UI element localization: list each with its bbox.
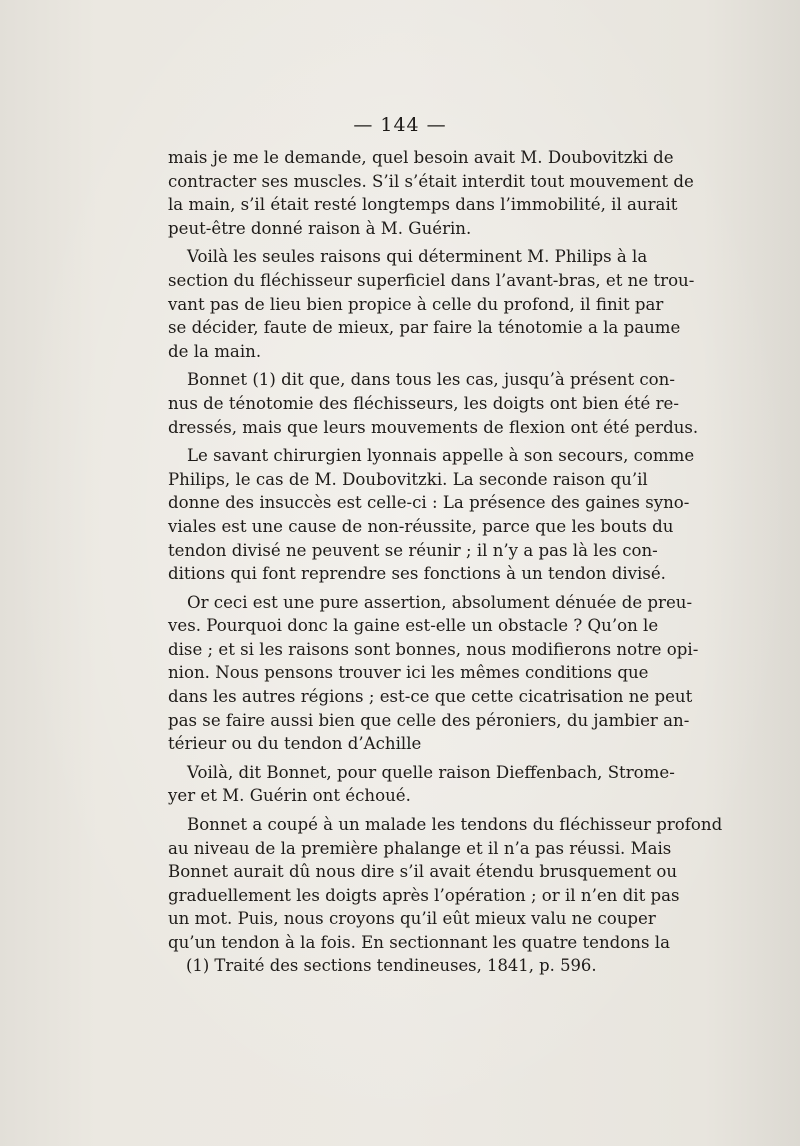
- footnote: (1) Traité des sections tendineuses, 1841, p. 596.: [186, 956, 597, 975]
- paragraph: [168, 761, 675, 808]
- text-line: peut-être donné raison à M. Guérin.: [168, 218, 472, 238]
- text-line: Bonnet a coupé à un malade les tendons du fléchisseur profond: [187, 815, 723, 835]
- page-number: — 144 —: [353, 114, 447, 136]
- text-line: section du fléchisseur superficiel dans l’avant-bras, et ne trou-: [168, 270, 695, 290]
- text-line: Bonnet (1) dit que, dans tous les cas, jusqu’à présent con-: [187, 370, 675, 390]
- paragraph: [168, 146, 694, 240]
- text-line: dans les autres régions ; est-ce que cette cicatrisation ne peut: [168, 687, 693, 707]
- text-line: au niveau de la première phalange et il n’a pas réussi. Mais: [168, 838, 672, 858]
- text-line: Le savant chirurgien lyonnais appelle à son secours, comme: [187, 446, 695, 466]
- text-line: dise ; et si les raisons sont bonnes, nous modifierons notre opi-: [168, 639, 699, 659]
- text-line: Philips, le cas de M. Doubovitzki. La seconde raison qu’il: [168, 469, 648, 489]
- text-line: nus de ténotomie des fléchisseurs, les doigts ont bien été re-: [168, 393, 679, 413]
- text-line: mais je me le demande, quel besoin avait M. Doubovitzki de: [168, 148, 674, 167]
- text-line: un mot. Puis, nous croyons qu’il eût mieux valu ne couper: [168, 909, 656, 929]
- text-line: tendon divisé ne peuvent se réunir ; il n’y a pas là les con-: [168, 540, 658, 560]
- text-line: Bonnet aurait dû nous dire s’il avait étendu brusquement ou: [168, 862, 678, 882]
- text-line: ditions qui font reprendre ses fonctions à un tendon divisé.: [168, 564, 666, 584]
- paragraph: [168, 368, 699, 439]
- text-line: Voilà les seules raisons qui déterminent M. Philips à la: [187, 247, 648, 267]
- text-line: qu’un tendon à la fois. En sectionnant les quatre tendons la: [168, 933, 670, 952]
- text-line: nion. Nous pensons trouver ici les mêmes conditions que: [168, 663, 649, 683]
- text-line: contracter ses muscles. S’il s’était interdit tout mouvement de: [168, 171, 694, 191]
- text-line: graduellement les doigts après l’opération ; or il n’en dit pas: [168, 885, 680, 905]
- text-line: de la main.: [168, 341, 262, 361]
- text-line: pas se faire aussi bien que celle des péroniers, du jambier an-: [168, 710, 690, 730]
- paragraph: [168, 591, 699, 756]
- paragraph: [168, 444, 695, 586]
- text-line: Voilà, dit Bonnet, pour quelle raison Dieffenbach, Strome-: [187, 762, 675, 782]
- text-line: se décider, faute de mieux, par faire la ténotomie a la paume: [168, 318, 681, 338]
- paragraph: [168, 813, 723, 955]
- body-text: [168, 146, 723, 960]
- text-line: viales est une cause de non-réussite, parce que les bouts du: [168, 516, 674, 536]
- text-line: Or ceci est une pure assertion, absolument dénuée de preu-: [187, 592, 693, 612]
- text-line: donne des insuccès est celle-ci : La présence des gaines syno-: [168, 493, 690, 513]
- text-line: la main, s’il était resté longtemps dans l’immobilité, il aurait: [168, 195, 678, 215]
- paragraph: [168, 245, 695, 363]
- text-line: vant pas de lieu bien propice à celle du profond, il finit par: [168, 294, 664, 314]
- text-line: yer et M. Guérin ont échoué.: [168, 786, 411, 806]
- text-line: térieur ou du tendon d’Achille: [168, 734, 422, 754]
- text-line: dressés, mais que leurs mouvements de flexion ont été perdus.: [168, 417, 699, 437]
- text-line: ves. Pourquoi donc la gaine est-elle un obstacle ? Qu’on le: [168, 616, 659, 636]
